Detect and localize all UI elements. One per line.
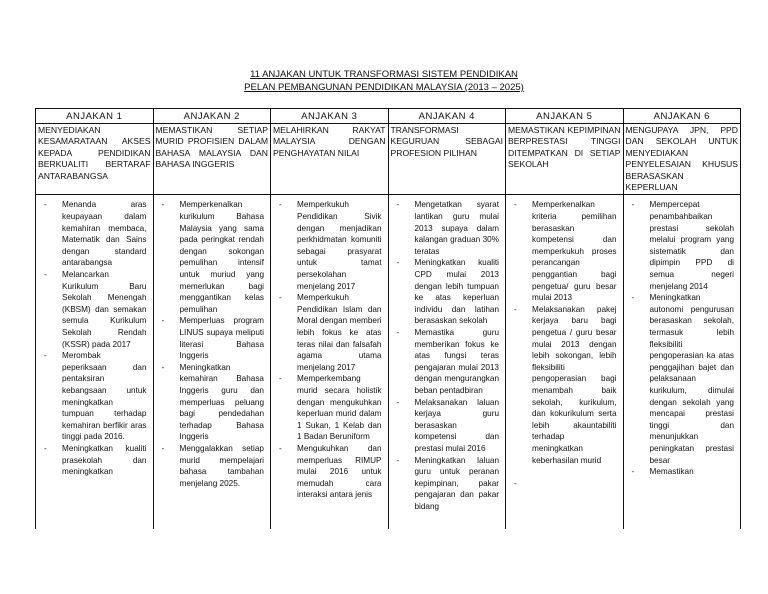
list-item: - Memperkukuh Pendidikan Sivik dengan menjadikan perkhidmatan komuniti sebagai prasyarat untuk tamat persekolahan menjelang 2017 (275, 199, 384, 292)
column-description: MENGUPAYA JPN, PPD DAN SEKOLAH UNTUK MENYEDIAKAN PENYELESAIAN KHUSUS BERASASKAN KEPERLUAN (623, 124, 741, 195)
document-titles (0, 68, 768, 94)
column-header: ANJAKAN 1 (36, 109, 154, 124)
list-item: - Mempercepat penambahbaikan prestasi sekolah melalui program yang sistematik dan dipimpin PPD di semua negeri menjelang 2014 (628, 199, 737, 292)
column-header: ANJAKAN 4 (388, 109, 506, 124)
column-items (271, 195, 389, 530)
list-item: - Meningkatkan kualiti prasekolah dan meningkatkan (40, 443, 149, 478)
list-item: - Merombak peperiksaan dan pentaksiran kebangsaan untuk meningkatkan tumpuan terhadap kemahiran berfikir aras tinggi pada 2016. (40, 350, 149, 443)
column-header: ANJAKAN 6 (623, 109, 741, 124)
column-items (36, 195, 154, 530)
header-row (36, 109, 741, 124)
list-item: - Melancarkan Kurikulum Baru Sekolah Menengah (KBSM) dan semakan semula Kurikulum Sekolah Rendah (KSSR) pada 2017 (40, 269, 149, 350)
column-header: ANJAKAN 5 (506, 109, 624, 124)
column-header: ANJAKAN 2 (153, 109, 271, 124)
items-row (36, 195, 741, 530)
document-subtitle: PELAN PEMBANGUNAN PENDIDIKAN MALAYSIA (2013 – 2025) (244, 82, 524, 93)
column-description: MEMASTIKAN SETIAP MURID PROFISIEN DALAM BAHASA MALAYSIA DAN BAHASA INGGERIS (153, 124, 271, 195)
list-item: - Memastika guru memberikan fokus ke atas fungsi teras pengajaran mulai 2013 dengan mengurangkan beban pentadbiran (393, 327, 502, 397)
item-list (393, 199, 502, 512)
list-item: - Mengetatkan syarat lantikan guru mulai 2013 supaya dalam kalangan graduan 30% teratas (393, 199, 502, 257)
column-description: MENYEDIAKAN KESAMARATAAN AKSES KEPADA PENDIDIKAN BERKUALITI BERTARAF ANTARABANGSA (36, 124, 154, 195)
column-description: TRANSFORMASI KEGURUAN SEBAGAI PROFESION PILIHAN (388, 124, 506, 195)
description-row (36, 124, 741, 195)
item-list (275, 199, 384, 500)
item-list (510, 199, 619, 489)
list-item: - Meningkatkan kemahiran Bahasa Inggeris guru dan memperluas peluang bagi pendedahan terhadap Bahasa Inggeris (158, 362, 267, 443)
item-list (628, 199, 737, 477)
list-item: - Menggalakkan setiap murid mempelajari bahasa tambahan menjelang 2025. (158, 443, 267, 489)
list-item: - Memastikan (628, 466, 737, 478)
list-item: - Memperluas program LINUS supaya meliputi literasi Bahasa Inggeris (158, 315, 267, 361)
list-item: - Menanda aras keupayaan dalam kemahiran membaca, Matematik dan Sains dengan standard antarabangsa (40, 199, 149, 269)
list-item: - Meningkatkan autonomi pengurusan berasaskan sekolah, termasuk lebih fleksibiliti pengoperasian ka atas penggajihan bajet dan pelaksanaan kurikulum, dimulai dengan sekolah yang mencapai prestasi tinggi dan menunjukkan peningkatan prestasi besar (628, 292, 737, 466)
list-item: - Memperkenalkan kurikulum Bahasa Malaysia yang sama pada peringkat rendah dengan sokongan pemulihan intensif untuk muriud yang memerlukan bagi menggantikan kelas pemulihan (158, 199, 267, 315)
list-item: - Memperkenalkan kriteria pemilihan berasaskan kompetensi dan memperkukuh proses perancangan penggantian bagi pengetua/ guru besar mulai 2013 (510, 199, 619, 303)
column-header: ANJAKAN 3 (271, 109, 389, 124)
list-item: - Meningkatkan laluan guru untuk peranan kepimpinan, pakar pengajaran dan pakar bidang (393, 455, 502, 513)
document-title: 11 ANJAKAN UNTUK TRANSFORMASI SISTEM PENDIDIKAN (250, 69, 518, 80)
list-item (510, 478, 619, 490)
list-item: - Mengukuhkan dan memperluas RIMUP mulai 2016 untuk memudah cara interaksi antara jenis (275, 443, 384, 501)
list-item: - Melaksanakan pakej kerjaya baru bagi pengetua / guru besar mulai 2013 dengan lebih sokongan, lebih fleksibiliti pengoperasian bagi menambah baik sekolah, kurikulum, dan kokurikulum serta lebih akauntabiliti terhadap meningkatkan keberhasilan murid (510, 304, 619, 466)
column-items (623, 195, 741, 530)
item-list (40, 199, 149, 477)
column-items (506, 195, 624, 530)
list-item: - Memperkukuh Pendidikan Islam dan Moral dengan memberi lebih fokus ke atas teras nilai dan falsafah agama utama menjelang 2017 (275, 292, 384, 373)
column-description: MELAHIRKAN RAKYAT MALAYSIA DENGAN PENGHAYATAN NILAI (271, 124, 389, 195)
column-items (153, 195, 271, 530)
list-item: - Meningkatkan kualiti CPD mulai 2013 dengan lebih tumpuan ke atas keperluan individu dan latihan berasaskan sekolah (393, 257, 502, 327)
list-item: - Memperkembang murid secara holistik dengan mengukuhkan keperluan murid dalam 1 Sukan, 1 Kelab dan 1 Badan Beruniform (275, 373, 384, 443)
anjakan-table (35, 108, 741, 529)
column-description: MEMASTIKAN KEPIMPINAN BERPRESTASI TINGGI DITEMPATKAN DI SETIAP SEKOLAH (506, 124, 624, 195)
column-items (388, 195, 506, 530)
list-item: - Melaksanakan laluan kerjaya guru berasaskan kompetensi dan prestasi mulai 2016 (393, 397, 502, 455)
item-list (158, 199, 267, 489)
